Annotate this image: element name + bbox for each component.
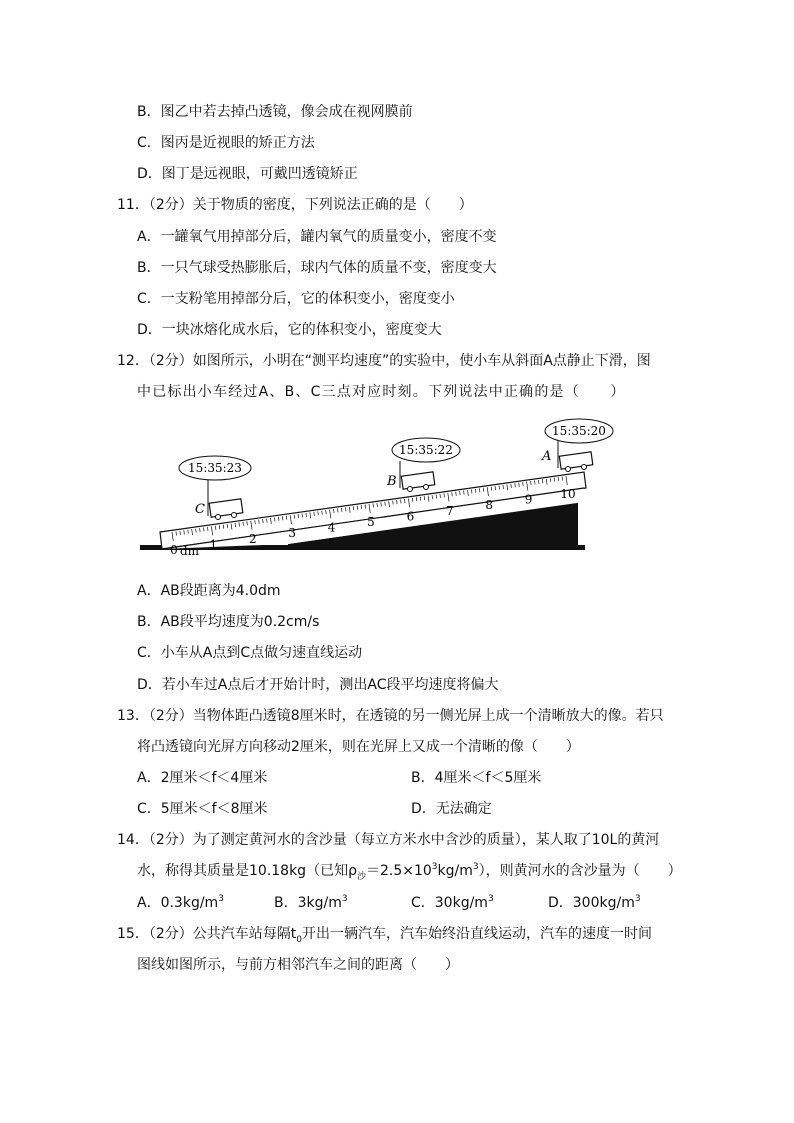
q10-option-d: D．图丁是远视眼，可戴凹透镜矫正 [137,166,358,182]
q13-option-b: B．4厘米＜f＜5厘米 [411,770,542,786]
timer-c-time: 15:35:23 [188,461,242,475]
incline-ruler-figure [138,418,606,568]
q11-option-a: A．一罐氧气用掉部分后，罐内氧气的质量变小，密度不变 [137,229,497,245]
q11-stem: 11．（2分）关于物质的密度，下列说法正确的是（ ） [117,197,473,213]
cart-b [400,461,435,492]
q13-stem-line1: 13．（2分）当物体距凸透镜8厘米时，在透镜的另一侧光屏上成一个清晰放大的像。若只 [117,708,664,724]
q13-stem-line2: 将凸透镜向光屏方向移动2厘米，则在光屏上又成一个清晰的像（ ） [137,739,580,755]
q10-option-c: C．图丙是近视眼的矫正方法 [137,135,315,151]
point-c-label: C [195,502,205,517]
timer-a-time: 15:35:20 [552,424,606,438]
ruler-tick-label: 6 [406,509,415,524]
q12-option-d: D．若小车过A点后才开始计时，测出AC段平均速度将偏大 [137,677,499,693]
q12-stem-line1: 12．（2分）如图所示，小明在“测平均速度”的实验中，使小车从斜面A点静止下滑，图 [117,353,651,369]
q13-option-a: A．2厘米＜f＜4厘米 [137,770,268,786]
ruler-tick-label: 5 [367,515,375,529]
q11-option-b: B．一只气球受热膨胀后，球内气体的质量不变，密度变大 [137,260,497,276]
q15-stem-line1: 15．（2分）公共汽车站每隔$t_0$开出一辆汽车，汽车始终沿直线运动，汽车的速度一时间 [117,926,652,945]
q14-option-d: D．$300kg/m^3$ [548,894,641,911]
ruler-tick-label: 9 [524,492,533,507]
q12-option-a: A．AB段距离为4.0dm [137,583,281,599]
ruler-tick-label: 10 [560,487,576,501]
q15-stem-line2: 图线如图所示，与前方相邻汽车之间的距离（ ） [137,957,459,973]
q10-option-b: B．图乙中若去掉凸透镜，像会成在视网膜前 [137,104,413,120]
q14-option-a: A．$0.3kg/m^3$ [137,894,224,911]
q13-option-d: D．无法确定 [411,801,492,817]
q11-option-c: C．一支粉笔用掉部分后，它的体积变小，密度变小 [137,291,455,307]
ruler-tick-label: 0 [170,543,178,557]
cart-c [208,478,243,520]
ruler-tick-label: 8 [485,498,494,513]
cart-a [558,440,593,472]
point-a-label: A [542,449,552,464]
timer-b-time: 15:35:22 [399,443,453,457]
ruler-tick-label: 1 [209,537,218,552]
ruler-tick-label: 4 [327,520,336,535]
q12-option-c: C．小车从A点到C点做匀速直线运动 [137,645,363,661]
q13-option-c: C．5厘米＜f＜8厘米 [137,801,268,817]
q11-option-d: D．一块冰熔化成水后，它的体积变小，密度变大 [137,322,442,338]
q14-stem-line1: 14．（2分）为了测定黄河水的含沙量（每立方米水中含沙的质量），某人取了10L的黄河 [117,832,660,848]
ruler-unit: dm [180,544,200,558]
ruler-tick-label: 7 [445,503,454,518]
ruler-tick-label: 2 [248,531,257,546]
q14-option-c: C．$30kg/m^3$ [411,894,494,911]
q12-option-b: B．AB段平均速度为0.2cm/s [137,614,320,630]
q14-stem-line2: 水，称得其质量是10.18kg（已知$\rho_沙=2.5\times 10^3kg/m^3$），则黄河水的含沙量为（ ） [137,862,682,882]
q12-stem-line2: 中已标出小车经过A、B、C三点对应时刻。下列说法中正确的是（ ） [137,384,626,400]
ruler-tick-label: 3 [288,526,297,541]
q14-option-b: B．$3kg/m^3$ [274,894,348,911]
point-b-label: B [387,474,397,489]
